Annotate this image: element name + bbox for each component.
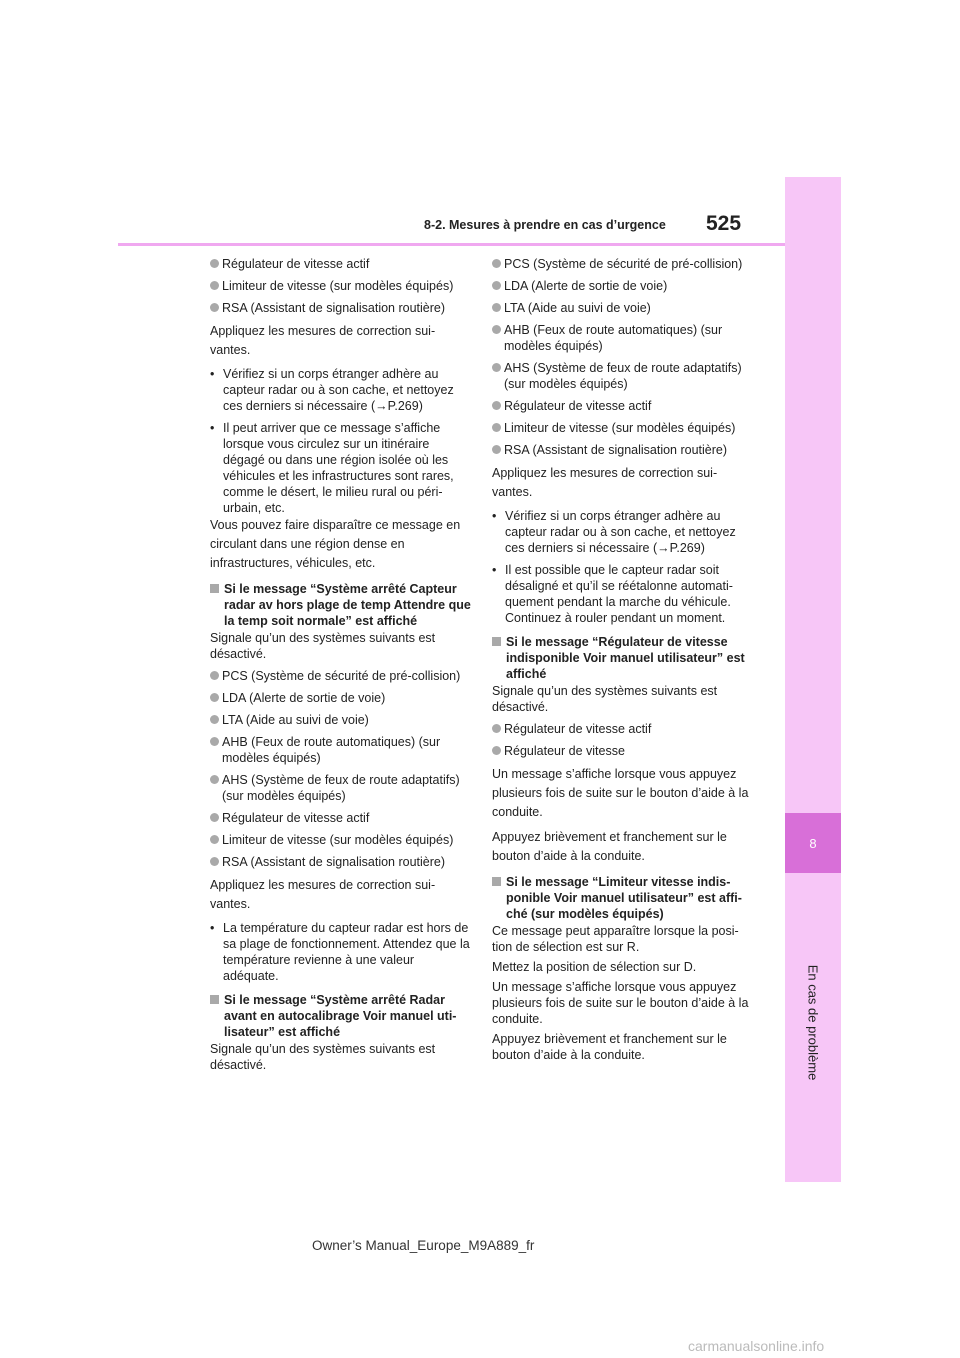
bullet-icon: [210, 857, 219, 866]
note-bullet-icon: •: [210, 421, 215, 435]
list-item: PCS (Système de sécurité de pré-collision): [492, 256, 754, 272]
list-item: Régulateur de vitesse actif: [210, 256, 472, 272]
list-item: LDA (Alerte de sortie de voie): [492, 278, 754, 294]
note-item: • Il peut arriver que ce message s’affiche lorsque vous circulez sur un itinéraire dégagé ou dans une région isolée où les véhicules et les infrastructures sont rares, comme le désert, le milieu rural ou péri-urbain, etc.: [210, 421, 454, 515]
paragraph: Signale qu’un des systèmes suivants est désactivé.: [210, 631, 436, 661]
bullet-icon: [210, 813, 219, 822]
note-bullet-icon: •: [492, 509, 497, 523]
section-heading: Si le message “Limiteur vitesse indis-ponible Voir manuel utilisateur” est affi-ché (sur modèles équipés): [492, 874, 754, 922]
note-bullet-icon: •: [210, 921, 215, 935]
list-item: Limiteur de vitesse (sur modèles équipés): [210, 278, 472, 294]
list-item: RSA (Assistant de signalisation routière): [492, 442, 754, 458]
paragraph: Mettez la position de sélection sur D.: [492, 960, 697, 974]
section-title: 8-2. Mesures à prendre en cas d’urgence: [424, 218, 666, 232]
list-item: Limiteur de vitesse (sur modèles équipés): [492, 420, 754, 436]
paragraph: Un message s’affiche lorsque vous appuyez plusieurs fois de suite sur le bouton d’aide à la conduite.: [492, 980, 749, 1026]
section-heading: Si le message “Système arrêté Radar avant en autocalibrage Voir manuel uti-lisateur” est affiché: [210, 992, 472, 1040]
heading-square-icon: [210, 995, 219, 1004]
paragraph: Appuyez brièvement et franchement sur le bouton d’aide à la conduite.: [492, 1032, 727, 1062]
bullet-icon: [492, 281, 501, 290]
note-item: • Vérifiez si un corps étranger adhère au capteur radar ou à son cache, et nettoyez ces derniers si nécessaire (→P.269): [492, 509, 736, 555]
list-item: AHS (Système de feux de route adaptatifs) (sur modèles équipés): [210, 772, 472, 804]
bullet-icon: [210, 737, 219, 746]
bullet-icon: [492, 363, 501, 372]
bullet-icon: [210, 303, 219, 312]
list-item: Régulateur de vitesse actif: [210, 810, 472, 826]
bullet-icon: [492, 259, 501, 268]
bullet-icon: [210, 715, 219, 724]
bullet-icon: [492, 445, 501, 454]
paragraph: Signale qu’un des systèmes suivants est désactivé.: [492, 684, 718, 714]
paragraph: Appuyez brièvement et franchement sur le bouton d’aide à la conduite.: [492, 830, 727, 863]
list-item: Régulateur de vitesse: [492, 743, 754, 759]
heading-square-icon: [492, 877, 501, 886]
bullet-icon: [492, 423, 501, 432]
bullet-icon: [210, 259, 219, 268]
heading-square-icon: [210, 584, 219, 593]
paragraph: Signale qu’un des systèmes suivants est désactivé.: [210, 1042, 436, 1072]
bullet-icon: [210, 693, 219, 702]
paragraph: Appliquez les mesures de correction sui-vantes.: [210, 324, 436, 357]
watermark: carmanualsonline.info: [688, 1338, 825, 1354]
paragraph: Appliquez les mesures de correction sui-vantes.: [210, 878, 436, 911]
list-item: RSA (Assistant de signalisation routière): [210, 854, 472, 870]
bullet-icon: [210, 281, 219, 290]
note-bullet-icon: •: [210, 367, 215, 381]
note-bullet-icon: •: [492, 563, 497, 577]
paragraph: Ce message peut apparaître lorsque la posi-tion de sélection est sur R.: [492, 924, 739, 954]
list-item: LDA (Alerte de sortie de voie): [210, 690, 472, 706]
list-item: AHS (Système de feux de route adaptatifs) (sur modèles équipés): [492, 360, 754, 392]
left-column: [210, 256, 472, 1075]
bullet-icon: [492, 325, 501, 334]
heading-square-icon: [492, 637, 501, 646]
list-item: RSA (Assistant de signalisation routière): [210, 300, 472, 316]
chapter-side-tab: [785, 177, 841, 1182]
note-item: • Il est possible que le capteur radar soit désaligné et qu’il se réétalonne automati-quement pendant la marche du véhicule. Continuez à rouler pendant un moment.: [492, 563, 733, 625]
list-item: Limiteur de vitesse (sur modèles équipés): [210, 832, 472, 848]
note-item: • La température du capteur radar est hors de sa plage de fonctionnement. Attendez que la température revienne à une valeur adéquate.: [210, 921, 470, 983]
page-number: 525: [706, 212, 742, 235]
paragraph: Un message s’affiche lorsque vous appuyez plusieurs fois de suite sur le bouton d’aide à la conduite.: [492, 767, 749, 819]
list-item: Régulateur de vitesse actif: [492, 721, 754, 737]
list-item: LTA (Aide au suivi de voie): [210, 712, 472, 728]
paragraph: Vous pouvez faire disparaître ce message en circulant dans une région dense en infrastructures, véhicules, etc.: [210, 518, 461, 570]
paragraph: Appliquez les mesures de correction sui-vantes.: [492, 466, 718, 499]
footer-text: Owner’s Manual_Europe_M9A889_fr: [312, 1238, 535, 1253]
list-item: PCS (Système de sécurité de pré-collision): [210, 668, 472, 684]
section-heading: Si le message “Système arrêté Capteur radar av hors plage de temp Attendre que la temp soit normale” est affiché: [210, 581, 472, 629]
section-heading: Si le message “Régulateur de vitesse indisponible Voir manuel utilisateur” est affiché: [492, 634, 754, 682]
right-column: [492, 256, 754, 1065]
header-divider: [118, 243, 785, 246]
list-item: LTA (Aide au suivi de voie): [492, 300, 754, 316]
note-item: • Vérifiez si un corps étranger adhère au capteur radar ou à son cache, et nettoyez ces derniers si nécessaire (→P.269): [210, 367, 454, 413]
bullet-icon: [492, 746, 501, 755]
bullet-icon: [210, 835, 219, 844]
list-item: Régulateur de vitesse actif: [492, 398, 754, 414]
list-item: AHB (Feux de route automatiques) (sur modèles équipés): [492, 322, 754, 354]
bullet-icon: [210, 775, 219, 784]
bullet-icon: [492, 724, 501, 733]
chapter-title-wrap: [787, 877, 839, 1167]
bullet-icon: [210, 671, 219, 680]
chapter-number: 8: [785, 813, 841, 873]
bullet-icon: [492, 303, 501, 312]
list-item: AHB (Feux de route automatiques) (sur modèles équipés): [210, 734, 472, 766]
bullet-icon: [492, 401, 501, 410]
chapter-title: En cas de problème: [805, 964, 821, 1080]
